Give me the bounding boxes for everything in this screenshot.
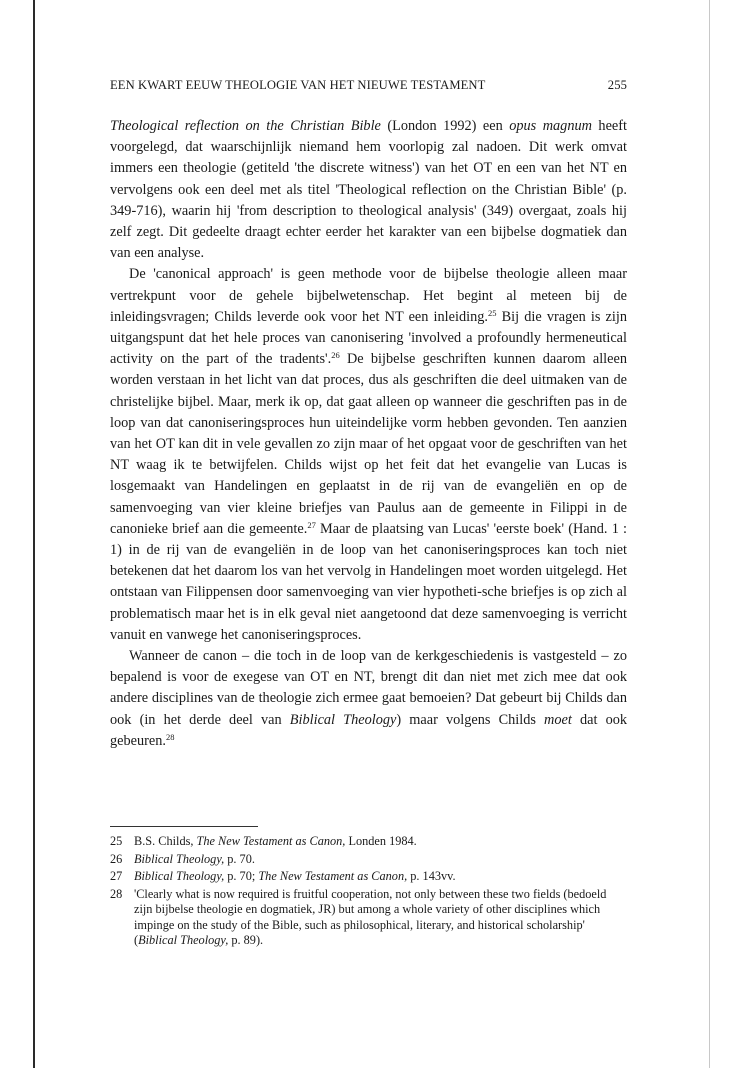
footnotes-section bbox=[110, 834, 627, 950]
footnote-reference: 27 bbox=[307, 519, 316, 530]
paragraph bbox=[110, 646, 627, 752]
footnote-reference: 26 bbox=[331, 350, 340, 361]
running-head-title: EEN KWART EEUW THEOLOGIE VAN HET NIEUWE TESTAMENT bbox=[110, 78, 486, 92]
footnote-text bbox=[134, 869, 627, 884]
italic-text: Biblical Theology, bbox=[138, 932, 229, 947]
footnote bbox=[110, 869, 627, 884]
text-run: p. 143vv. bbox=[407, 869, 456, 884]
italic-text: opus magnum bbox=[509, 118, 592, 134]
text-run: (London 1992) een bbox=[380, 118, 510, 134]
text-run: Londen 1984. bbox=[345, 834, 417, 848]
text-run: p. 70; bbox=[224, 869, 259, 884]
footnote-number: 26 bbox=[110, 851, 123, 866]
text-run: B.S. Childs, bbox=[134, 834, 197, 848]
footnote bbox=[110, 834, 627, 849]
footnote-reference: 28 bbox=[165, 731, 175, 742]
scan-page-edge-right bbox=[709, 0, 710, 1068]
footnote-number: 28 bbox=[110, 887, 123, 902]
text-run: p. 89). bbox=[228, 932, 264, 947]
footnote bbox=[110, 852, 627, 867]
scan-page-edge-left bbox=[33, 0, 35, 1068]
italic-text: The New Testament as Canon, bbox=[258, 869, 408, 884]
text-run: De bijbelse geschriften kunnen daarom alleen worden verstaan in het licht van dat proces, dus als geschriften die deel uitmaken van de christelijke bijbel. Maar, merk ik op, dat gaat alleen op wanneer die geschriften pas in de loop van dat canoniseringsproces hun uiteindelijke vorm hebben gevonden. Ten aanzien van het OT kan dit in vele gevallen zo zijn maar of het opgaat voor de geschriften van het NT waag ik te betwijfelen. Childs wijst op het feit dat het evangelie van Lucas is losgemaakt van Handelingen en geplaatst in de rij van de evangeliën en op de samenvoeging van vier kleine briefjes van Paulus aan de gemeente in Filippi in de canonieke brief aan die gemeente. bbox=[110, 351, 627, 537]
text-run: De 'canonical approach' is geen methode voor de bijbelse theologie alleen maar vertrekpunt voor de gehele bijbelwetenschap. Het begint al meteen bij de inleidingsvragen; Childs leverde ook voor het NT een inleiding. bbox=[110, 266, 627, 325]
italic-text: moet bbox=[544, 711, 572, 728]
footnote-text bbox=[134, 887, 627, 948]
text-run: dat ook gebeuren. bbox=[110, 711, 628, 749]
text-run: Wanneer de canon – die toch in de loop van de kerkgeschiedenis is vastgesteld – zo bepalend is voor de exegese van OT en NT, brengt dit dan niet met zich mee dat ook andere disciplines van de theologie zich ermee gaat bemoeien? Dat gebeurt bij Childs dan ook (in het derde deel van bbox=[110, 648, 627, 728]
main-text bbox=[110, 116, 627, 752]
italic-text: Biblical Theology, bbox=[134, 869, 225, 884]
text-run: Bij die vragen is zijn uitgangspunt dat het hele proces van canonisering 'involved a profoundly hermeneutical activity on the part of the tradents'. bbox=[110, 308, 627, 368]
footnote-reference: 25 bbox=[487, 307, 497, 318]
italic-text: Theological reflection on the Christian Bible bbox=[110, 118, 381, 134]
footnote-number: 25 bbox=[110, 834, 123, 848]
italic-text: The New Testament as Canon, bbox=[196, 834, 346, 848]
text-run: heeft voorgelegd, dat waarschijnlijk niemand hem voorlopig zal nadoen. Dit werk omvat immers een theologie (getiteld 'the discrete witness') van het OT en een van het NT en vervolgens ook een deel met als titel 'Theological reflection on the Christian Bible' (p. 349-716), waarin hij 'from description to theological analysis' (349) overgaat, zoals hij zelf zegt. Dit gedeelte draagt echter eerder het karakter van een bijbelse dogmatiek dan van een analyse. bbox=[110, 118, 627, 262]
text-run: Maar de plaatsing van Lucas' 'eerste boek' (Hand. 1 : 1) in de rij van de evangeliën in de loop van het canoniseringsproces kan toch niet betekenen dat het daarom los van het vervolg in Handelingen moet worden uitgelegd. Het ontstaan van Filippensen door samenvoeging van vier hypotheti-sche briefjes is op zich al problematisch maar het is in elk geval niet aangetoond dat deze samenvoeging is verricht vanuit en vanwege het canoniseringsproces. bbox=[110, 520, 627, 643]
text-run: p. 70. bbox=[224, 851, 255, 866]
page-number: 255 bbox=[607, 78, 627, 92]
footnote-number: 27 bbox=[110, 869, 123, 884]
paragraph bbox=[110, 264, 627, 646]
footnote-text bbox=[134, 852, 627, 867]
footnote-separator bbox=[110, 826, 258, 827]
footnote-text bbox=[134, 834, 627, 849]
paragraph bbox=[110, 116, 627, 264]
text-run: 'Clearly what is now required is fruitful cooperation, not only between these two fields (bedoeld zijn bijbelse theologie en dogmatiek, JR) but among a whole variety of other disciplines which impinge on the study of the Bible, such as philosophical, literary, and historical scholarship' ( bbox=[134, 887, 607, 947]
text-run: ) maar volgens Childs bbox=[396, 711, 545, 728]
italic-text: Biblical Theology bbox=[289, 711, 397, 728]
footnote bbox=[110, 887, 627, 948]
italic-text: Biblical Theology, bbox=[134, 851, 225, 866]
